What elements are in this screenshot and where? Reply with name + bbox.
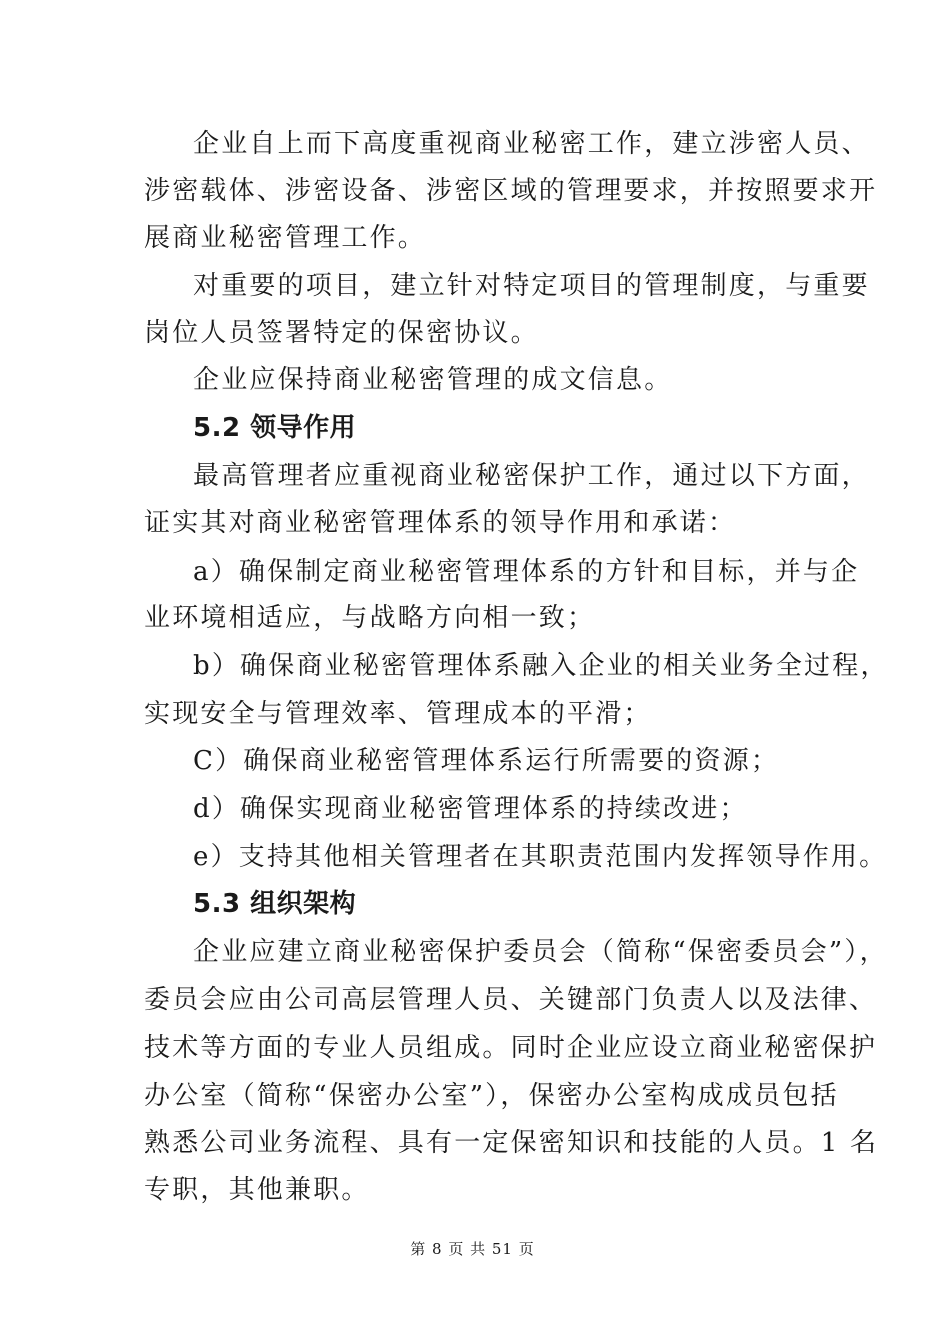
paragraph-line: 展商业秘密管理工作。 <box>144 223 427 253</box>
footer-prefix: 第 <box>410 1240 427 1258</box>
list-item-a-cont: 业环境相适应，与战略方向相一致； <box>144 603 596 633</box>
paragraph-line: 证实其对商业秘密管理体系的领导作用和承诺： <box>144 508 737 538</box>
page-footer <box>0 1238 945 1260</box>
list-item-c: C）确保商业秘密管理体系运行所需要的资源； <box>193 746 780 776</box>
paragraph-line: 企业应保持商业秘密管理的成文信息。 <box>193 365 673 395</box>
paragraph-line: 委员会应由公司高层管理人员、关键部门负责人以及法律、 <box>144 985 878 1015</box>
list-item-b: b）确保商业秘密管理体系融入企业的相关业务全过程， <box>193 651 889 681</box>
paragraph-line: 专职，其他兼职。 <box>144 1175 370 1205</box>
list-item-e: e）支持其他相关管理者在其职责范围内发挥领导作用。 <box>193 842 888 872</box>
section-heading-5-2: 5.2 领导作用 <box>193 413 357 443</box>
paragraph-line: 企业应建立商业秘密保护委员会（简称“保密委员会”）， <box>193 937 888 967</box>
paragraph-line: 企业自上而下高度重视商业秘密工作，建立涉密人员、 <box>193 129 870 159</box>
list-item-a: a）确保制定商业秘密管理体系的方针和目标，并与企 <box>193 557 860 587</box>
section-heading-5-3: 5.3 组织架构 <box>193 889 357 919</box>
list-item-b-cont: 实现安全与管理效率、管理成本的平滑； <box>144 699 652 729</box>
footer-middle: 页 共 <box>448 1240 487 1258</box>
paragraph-line: 涉密载体、涉密设备、涉密区域的管理要求，并按照要求开 <box>144 176 878 206</box>
paragraph-line: 岗位人员签署特定的保密协议。 <box>144 318 539 348</box>
paragraph-line: 对重要的项目，建立针对特定项目的管理制度，与重要 <box>193 271 870 301</box>
paragraph-line: 熟悉公司业务流程、具有一定保密知识和技能的人员。1 名 <box>144 1128 879 1158</box>
footer-current-page: 8 <box>432 1240 443 1258</box>
paragraph-line: 最高管理者应重视商业秘密保护工作，通过以下方面， <box>193 461 870 491</box>
footer-total-pages: 51 <box>491 1240 513 1258</box>
list-item-d: d）确保实现商业秘密管理体系的持续改进； <box>193 794 748 824</box>
footer-suffix: 页 <box>518 1240 535 1258</box>
paragraph-line: 办公室（简称“保密办公室”），保密办公室构成成员包括 <box>144 1081 839 1111</box>
paragraph-line: 技术等方面的专业人员组成。同时企业应设立商业秘密保护 <box>144 1033 878 1063</box>
